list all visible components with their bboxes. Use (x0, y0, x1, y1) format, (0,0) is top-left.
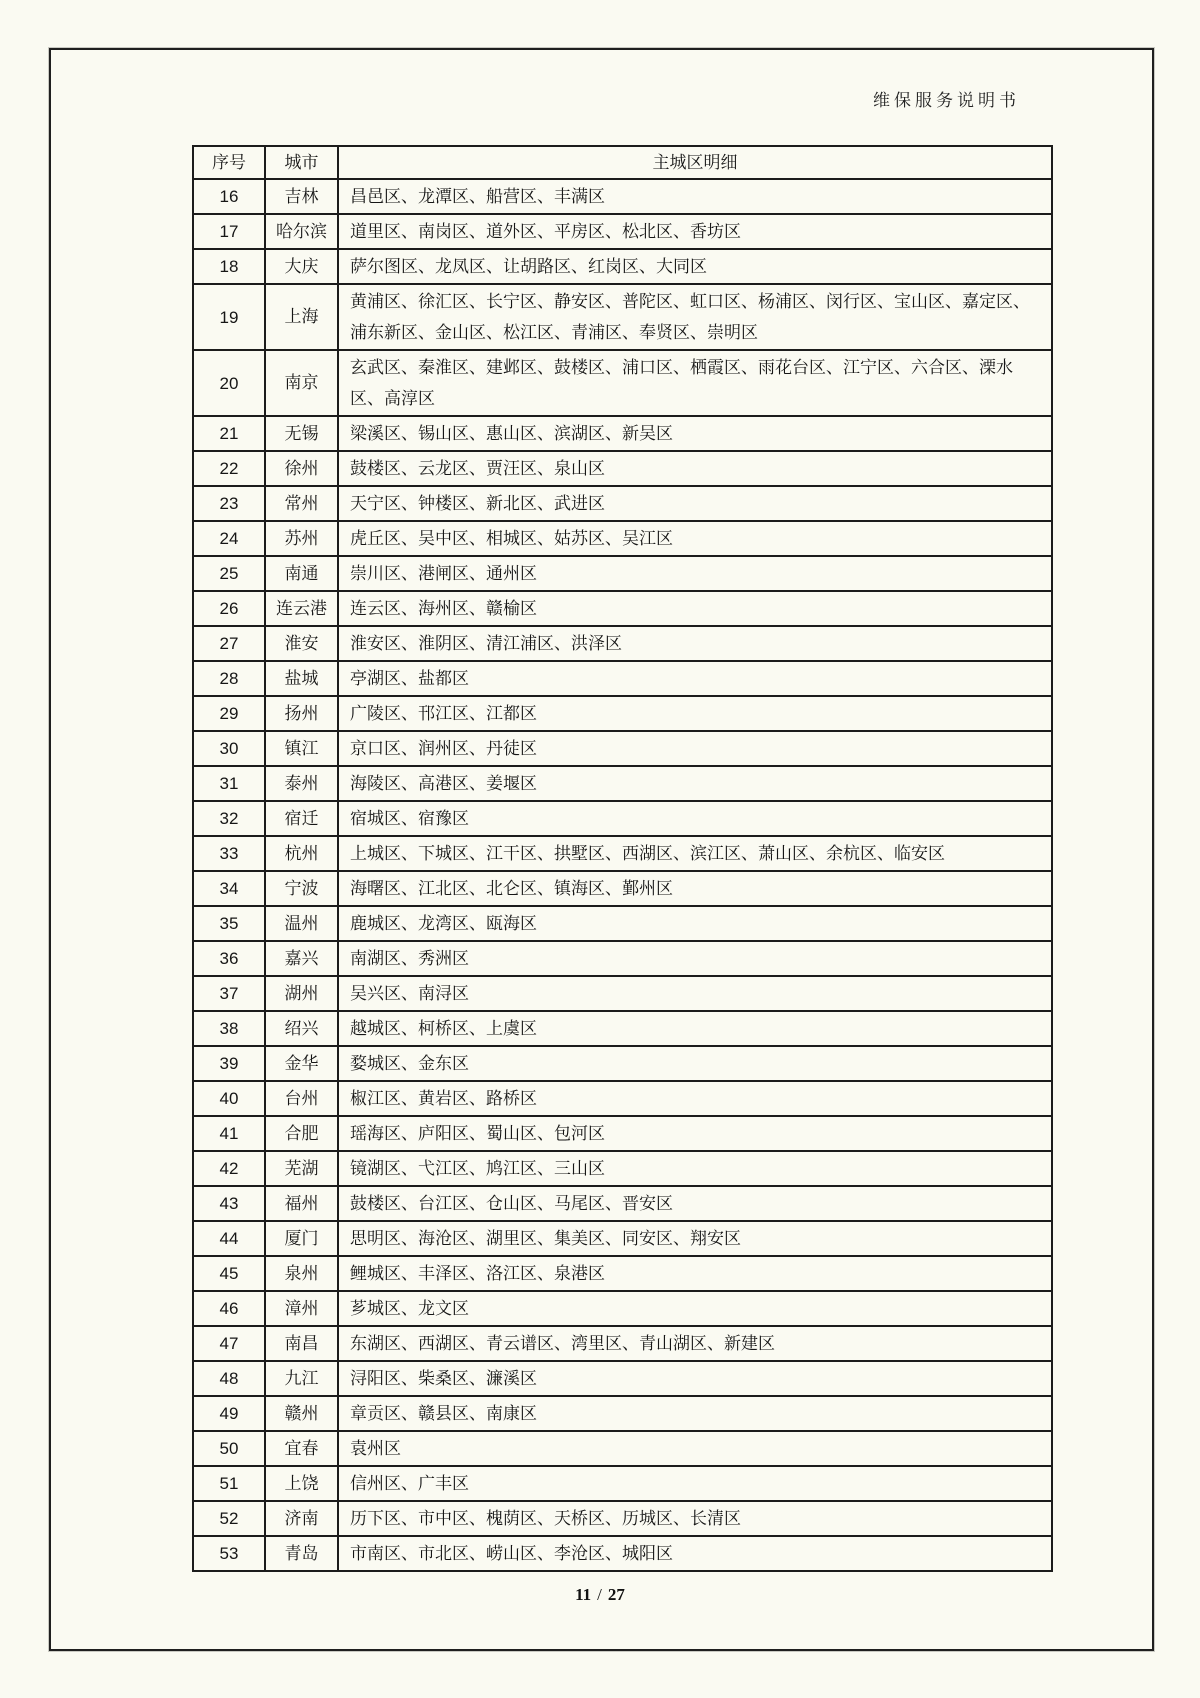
districts-cell: 连云区、海州区、赣榆区 (338, 591, 1052, 626)
document-header-title: 维保服务说明书 (873, 91, 1020, 110)
row-number-cell: 17 (193, 214, 265, 249)
table-row (193, 1151, 1052, 1186)
table-row (193, 350, 1052, 416)
districts-cell: 章贡区、赣县区、南康区 (338, 1396, 1052, 1431)
city-cell: 南通 (265, 556, 338, 591)
districts-cell: 南湖区、秀洲区 (338, 941, 1052, 976)
districts-cell: 东湖区、西湖区、青云谱区、湾里区、青山湖区、新建区 (338, 1326, 1052, 1361)
city-cell: 杭州 (265, 836, 338, 871)
city-cell: 赣州 (265, 1396, 338, 1431)
districts-cell: 吴兴区、南浔区 (338, 976, 1052, 1011)
row-number-cell: 33 (193, 836, 265, 871)
column-header-number: 序号 (193, 146, 265, 179)
districts-cell: 鹿城区、龙湾区、瓯海区 (338, 906, 1052, 941)
city-cell: 宿迁 (265, 801, 338, 836)
row-number-cell: 52 (193, 1501, 265, 1536)
row-number-cell: 21 (193, 416, 265, 451)
districts-cell: 历下区、市中区、槐荫区、天桥区、历城区、长清区 (338, 1501, 1052, 1536)
table-header-row (193, 146, 1052, 179)
districts-cell: 鲤城区、丰泽区、洛江区、泉港区 (338, 1256, 1052, 1291)
city-cell: 无锡 (265, 416, 338, 451)
row-number-cell: 18 (193, 249, 265, 284)
districts-cell: 芗城区、龙文区 (338, 1291, 1052, 1326)
row-number-cell: 20 (193, 350, 265, 416)
districts-cell: 上城区、下城区、江干区、拱墅区、西湖区、滨江区、萧山区、余杭区、临安区 (338, 836, 1052, 871)
city-cell: 合肥 (265, 1116, 338, 1151)
districts-cell: 鼓楼区、台江区、仓山区、马尾区、晋安区 (338, 1186, 1052, 1221)
city-cell: 绍兴 (265, 1011, 338, 1046)
row-number-cell: 46 (193, 1291, 265, 1326)
city-cell: 盐城 (265, 661, 338, 696)
row-number-cell: 45 (193, 1256, 265, 1291)
row-number-cell: 31 (193, 766, 265, 801)
table-row (193, 486, 1052, 521)
city-cell: 苏州 (265, 521, 338, 556)
districts-cell: 梁溪区、锡山区、惠山区、滨湖区、新吴区 (338, 416, 1052, 451)
city-district-table (192, 145, 1053, 1572)
row-number-cell: 48 (193, 1361, 265, 1396)
city-cell: 淮安 (265, 626, 338, 661)
city-cell: 芜湖 (265, 1151, 338, 1186)
row-number-cell: 24 (193, 521, 265, 556)
districts-cell: 市南区、市北区、崂山区、李沧区、城阳区 (338, 1536, 1052, 1571)
districts-cell: 天宁区、钟楼区、新北区、武进区 (338, 486, 1052, 521)
districts-cell: 信州区、广丰区 (338, 1466, 1052, 1501)
table-row (193, 416, 1052, 451)
city-cell: 漳州 (265, 1291, 338, 1326)
table-row (193, 1396, 1052, 1431)
table-row (193, 696, 1052, 731)
row-number-cell: 39 (193, 1046, 265, 1081)
table-row (193, 1431, 1052, 1466)
row-number-cell: 49 (193, 1396, 265, 1431)
row-number-cell: 28 (193, 661, 265, 696)
row-number-cell: 43 (193, 1186, 265, 1221)
table-row (193, 1081, 1052, 1116)
city-cell: 湖州 (265, 976, 338, 1011)
table-row (193, 1536, 1052, 1571)
table-row (193, 1291, 1052, 1326)
current-page-number: 11 (575, 1585, 592, 1604)
row-number-cell: 23 (193, 486, 265, 521)
row-number-cell: 42 (193, 1151, 265, 1186)
row-number-cell: 50 (193, 1431, 265, 1466)
districts-cell: 鼓楼区、云龙区、贾汪区、泉山区 (338, 451, 1052, 486)
table-row (193, 556, 1052, 591)
table-row (193, 1221, 1052, 1256)
districts-cell: 亭湖区、盐都区 (338, 661, 1052, 696)
row-number-cell: 53 (193, 1536, 265, 1571)
districts-cell: 黄浦区、徐汇区、长宁区、静安区、普陀区、虹口区、杨浦区、闵行区、宝山区、嘉定区、浦东新区、金山区、松江区、青浦区、奉贤区、崇明区 (338, 284, 1052, 350)
row-number-cell: 51 (193, 1466, 265, 1501)
table-row (193, 1361, 1052, 1396)
districts-cell: 思明区、海沧区、湖里区、集美区、同安区、翔安区 (338, 1221, 1052, 1256)
table-row (193, 1256, 1052, 1291)
districts-cell: 海陵区、高港区、姜堰区 (338, 766, 1052, 801)
city-cell: 吉林 (265, 179, 338, 214)
table-row (193, 766, 1052, 801)
row-number-cell: 34 (193, 871, 265, 906)
table-row (193, 1046, 1052, 1081)
table-row (193, 1501, 1052, 1536)
row-number-cell: 30 (193, 731, 265, 766)
row-number-cell: 47 (193, 1326, 265, 1361)
table-row (193, 1466, 1052, 1501)
table-row (193, 976, 1052, 1011)
districts-cell: 玄武区、秦淮区、建邺区、鼓楼区、浦口区、栖霞区、雨花台区、江宁区、六合区、溧水区、高淳区 (338, 350, 1052, 416)
districts-cell: 宿城区、宿豫区 (338, 801, 1052, 836)
column-header-districts: 主城区明细 (338, 146, 1052, 179)
table-row (193, 1186, 1052, 1221)
table-body (193, 179, 1052, 1571)
page-number-footer (0, 1585, 1200, 1605)
city-cell: 南京 (265, 350, 338, 416)
districts-cell: 昌邑区、龙潭区、船营区、丰满区 (338, 179, 1052, 214)
table-row (193, 179, 1052, 214)
districts-cell: 京口区、润州区、丹徒区 (338, 731, 1052, 766)
row-number-cell: 44 (193, 1221, 265, 1256)
districts-cell: 椒江区、黄岩区、路桥区 (338, 1081, 1052, 1116)
row-number-cell: 40 (193, 1081, 265, 1116)
table-row (193, 661, 1052, 696)
districts-cell: 越城区、柯桥区、上虞区 (338, 1011, 1052, 1046)
city-cell: 上海 (265, 284, 338, 350)
row-number-cell: 38 (193, 1011, 265, 1046)
row-number-cell: 37 (193, 976, 265, 1011)
table-row (193, 871, 1052, 906)
city-cell: 徐州 (265, 451, 338, 486)
row-number-cell: 22 (193, 451, 265, 486)
city-cell: 温州 (265, 906, 338, 941)
row-number-cell: 29 (193, 696, 265, 731)
table-row (193, 731, 1052, 766)
city-cell: 南昌 (265, 1326, 338, 1361)
city-cell: 台州 (265, 1081, 338, 1116)
city-cell: 嘉兴 (265, 941, 338, 976)
city-cell: 厦门 (265, 1221, 338, 1256)
table-row (193, 836, 1052, 871)
city-cell: 济南 (265, 1501, 338, 1536)
city-cell: 大庆 (265, 249, 338, 284)
districts-cell: 镜湖区、弋江区、鸠江区、三山区 (338, 1151, 1052, 1186)
city-cell: 泰州 (265, 766, 338, 801)
row-number-cell: 25 (193, 556, 265, 591)
total-page-count: 27 (607, 1585, 625, 1604)
districts-cell: 海曙区、江北区、北仑区、镇海区、鄞州区 (338, 871, 1052, 906)
row-number-cell: 27 (193, 626, 265, 661)
city-cell: 金华 (265, 1046, 338, 1081)
city-cell: 哈尔滨 (265, 214, 338, 249)
table-row (193, 214, 1052, 249)
districts-cell: 婺城区、金东区 (338, 1046, 1052, 1081)
table-row (193, 801, 1052, 836)
row-number-cell: 41 (193, 1116, 265, 1151)
table-row (193, 451, 1052, 486)
districts-cell: 浔阳区、柴桑区、濂溪区 (338, 1361, 1052, 1396)
table-row (193, 284, 1052, 350)
districts-cell: 崇川区、港闸区、通州区 (338, 556, 1052, 591)
city-cell: 九江 (265, 1361, 338, 1396)
table-row (193, 941, 1052, 976)
districts-cell: 萨尔图区、龙凤区、让胡路区、红岗区、大同区 (338, 249, 1052, 284)
city-cell: 镇江 (265, 731, 338, 766)
city-cell: 泉州 (265, 1256, 338, 1291)
table-row (193, 249, 1052, 284)
row-number-cell: 19 (193, 284, 265, 350)
row-number-cell: 35 (193, 906, 265, 941)
page-number-separator: / (597, 1585, 602, 1604)
table-row (193, 906, 1052, 941)
table-row (193, 1326, 1052, 1361)
city-cell: 宜春 (265, 1431, 338, 1466)
city-cell: 福州 (265, 1186, 338, 1221)
city-cell: 宁波 (265, 871, 338, 906)
city-cell: 上饶 (265, 1466, 338, 1501)
table-row (193, 1011, 1052, 1046)
city-cell: 扬州 (265, 696, 338, 731)
column-header-city: 城市 (265, 146, 338, 179)
city-cell: 连云港 (265, 591, 338, 626)
table-row (193, 1116, 1052, 1151)
table-row (193, 626, 1052, 661)
districts-cell: 淮安区、淮阴区、清江浦区、洪泽区 (338, 626, 1052, 661)
table-row (193, 521, 1052, 556)
districts-cell: 瑶海区、庐阳区、蜀山区、包河区 (338, 1116, 1052, 1151)
row-number-cell: 32 (193, 801, 265, 836)
districts-cell: 道里区、南岗区、道外区、平房区、松北区、香坊区 (338, 214, 1052, 249)
districts-cell: 广陵区、邗江区、江都区 (338, 696, 1052, 731)
row-number-cell: 26 (193, 591, 265, 626)
districts-cell: 虎丘区、吴中区、相城区、姑苏区、吴江区 (338, 521, 1052, 556)
city-cell: 青岛 (265, 1536, 338, 1571)
table-row (193, 591, 1052, 626)
row-number-cell: 36 (193, 941, 265, 976)
districts-cell: 袁州区 (338, 1431, 1052, 1466)
row-number-cell: 16 (193, 179, 265, 214)
city-cell: 常州 (265, 486, 338, 521)
